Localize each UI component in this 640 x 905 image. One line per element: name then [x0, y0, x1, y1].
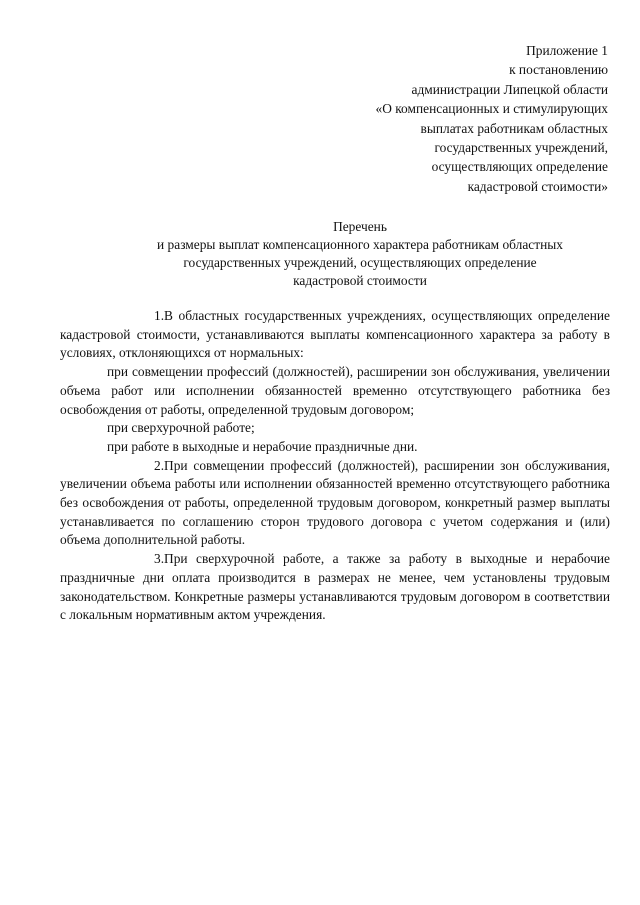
document-title [60, 218, 640, 290]
paragraph-number: 2. [154, 457, 165, 473]
paragraph-1-item-3 [60, 438, 610, 457]
paragraph-text: В областных государственных учреждениях, осуществляющих определение кадастровой стоимости, устанавливаются выплаты компенсационного характера за работу в условиях, отклоняющихся от нормальных: [60, 308, 610, 361]
appendix-line: к постановлению [509, 62, 608, 78]
title-line: и размеры выплат компенсационного характера работникам областных [157, 237, 563, 252]
paragraph-1-item-2 [60, 419, 610, 438]
appendix-header [268, 41, 608, 196]
paragraph-number: 1. [154, 308, 165, 323]
appendix-line: Приложение 1 [526, 43, 608, 58]
appendix-line: кадастровой стоимости» [467, 178, 608, 194]
appendix-line: выплатах работникам областных [420, 120, 608, 136]
paragraph-text: При совмещении профессий (должностей), расширении зон обслуживания, увеличении объема работы или исполнении обязанностей временно отсутствующего работника без освобождения от работы, определенной трудовым договором, конкретный размер выплаты устанавливается по соглашению сторон трудового договора с учетом содержания и (или) объема дополнительной работы. [60, 457, 610, 548]
title-line: государственных учреждений, осуществляющих определение [183, 255, 537, 270]
paragraph-3 [60, 550, 610, 625]
appendix-line: «О компенсационных и стимулирующих [375, 101, 608, 117]
paragraph-2 [60, 457, 610, 551]
appendix-line: осуществляющих определение [431, 159, 608, 175]
paragraph-text: при работе в выходные и нерабочие праздничные дни. [107, 438, 418, 454]
document-body [60, 307, 610, 625]
title-line: Перечень [333, 219, 387, 234]
paragraph-1-item-1 [60, 363, 610, 419]
paragraph-text: При сверхурочной работе, а также за работу в выходные и нерабочие праздничные дни оплата производится в размерах не менее, чем установлены трудовым законодательством. Конкретные размеры устанавливаются трудовым договором в соответствии с локальным нормативным актом учреждения. [60, 551, 610, 623]
paragraph-number: 3. [154, 551, 165, 567]
paragraph-text: при сверхурочной работе; [107, 420, 255, 436]
appendix-line: администрации Липецкой области [411, 81, 608, 97]
title-line: кадастровой стоимости [293, 273, 427, 288]
paragraph-text: при совмещении профессий (должностей), расширении зон обслуживания, увеличении объема работ или исполнении обязанностей временно отсутствующего работника без освобождения от работы, определенной трудовым договором; [60, 364, 610, 417]
paragraph-1 [60, 307, 610, 363]
appendix-line: государственных учреждений, [434, 140, 608, 156]
